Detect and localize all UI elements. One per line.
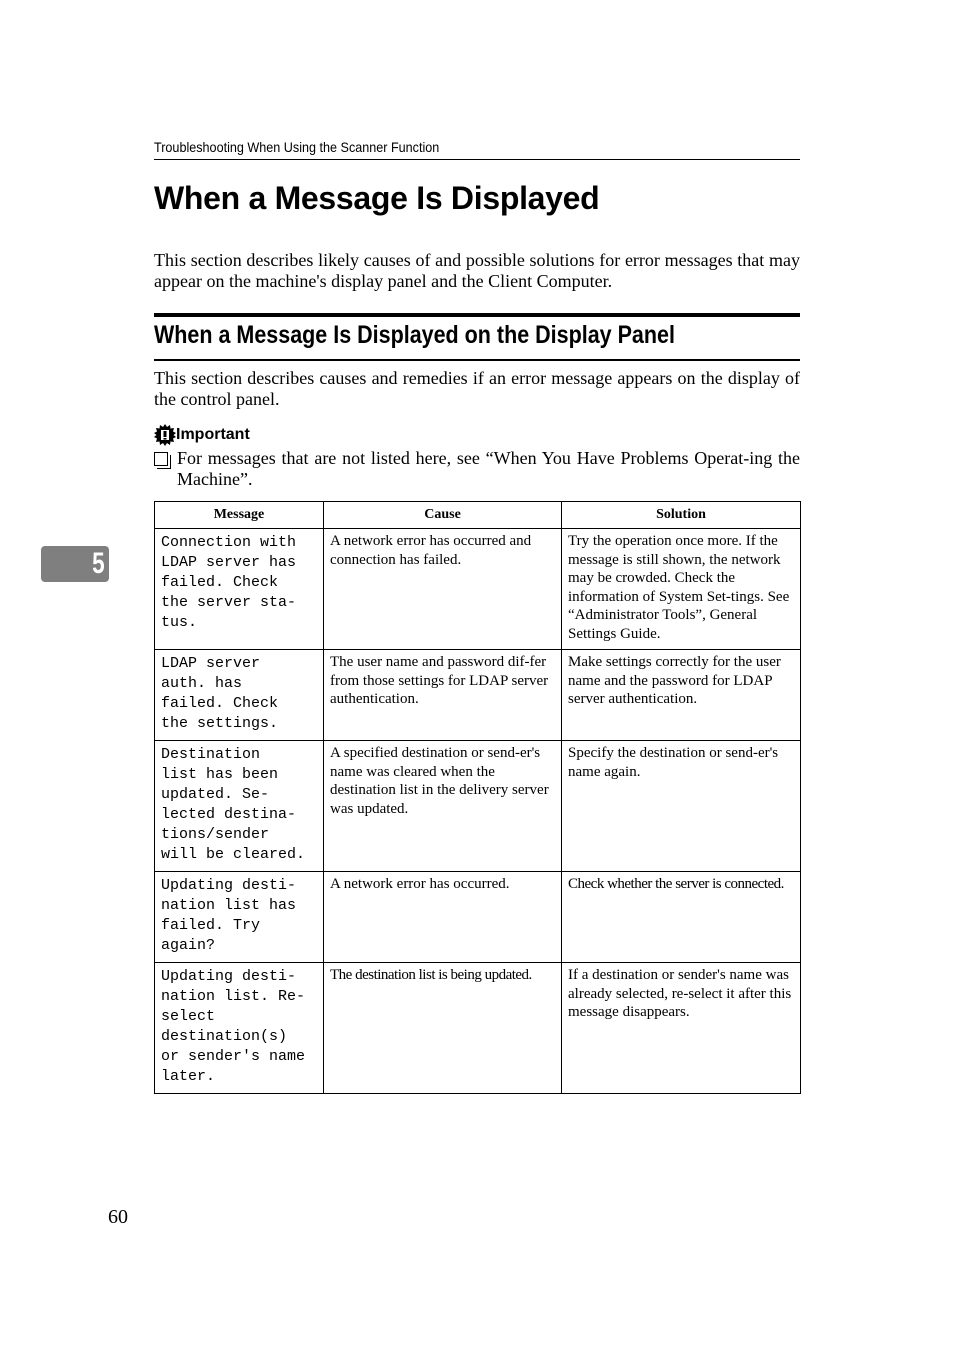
message-cell: LDAP server auth. has failed. Check the settings. — [155, 650, 324, 741]
checkbox-bullet-icon — [154, 452, 168, 466]
header-divider — [154, 159, 800, 160]
solution-cell: Specify the destination or send-er's name again. — [562, 741, 801, 872]
section-rule-bottom — [154, 359, 800, 361]
important-note — [154, 448, 800, 490]
chapter-number: 5 — [92, 547, 105, 580]
table-header-row — [155, 502, 801, 529]
important-label: Important — [176, 426, 250, 443]
chapter-tab — [41, 546, 109, 582]
solution-cell: Check whether the server is connected. — [562, 872, 801, 963]
column-header-message: Message — [155, 502, 324, 529]
cause-cell: A network error has occurred. — [324, 872, 562, 963]
table-row — [155, 963, 801, 1094]
message-cell: Destination list has been updated. Se- lected destina- tions/sender will be cleared. — [155, 741, 324, 872]
section-heading: When a Message Is Displayed on the Display Panel — [154, 321, 675, 349]
table-row — [155, 872, 801, 963]
table-row — [155, 529, 801, 650]
running-header: Troubleshooting When Using the Scanner Function — [154, 139, 440, 155]
section-rule-top — [154, 313, 800, 317]
message-cell: Updating desti- nation list has failed. Try again? — [155, 872, 324, 963]
important-callout — [154, 424, 250, 446]
cause-cell: A network error has occurred and connection has failed. — [324, 529, 562, 650]
cause-cell: The user name and password dif-fer from those settings for LDAP server authentication. — [324, 650, 562, 741]
solution-cell: If a destination or sender's name was already selected, re-select it after this message disappears. — [562, 963, 801, 1094]
section-intro-paragraph: This section describes causes and remedies if an error message appears on the display of the control panel. — [154, 368, 800, 409]
solution-cell: Make settings correctly for the user name and the password for LDAP server authentication. — [562, 650, 801, 741]
cause-cell: A specified destination or send-er's name was cleared when the destination list in the delivery server was updated. — [324, 741, 562, 872]
message-cell: Connection with LDAP server has failed. Check the server sta- tus. — [155, 529, 324, 650]
message-cell: Updating desti- nation list. Re- select destination(s) or sender's name later. — [155, 963, 324, 1094]
column-header-solution: Solution — [562, 502, 801, 529]
important-note-text: For messages that are not listed here, see “When You Have Problems Operat-ing the Machine”. — [177, 448, 800, 489]
solution-cell: Try the operation once more. If the message is still shown, the network may be crowded. Check the information of System Set-tings. See “Administrator Tools”, General Settings Guide. — [562, 529, 801, 650]
table-row — [155, 741, 801, 872]
table-row — [155, 650, 801, 741]
page-title: When a Message Is Displayed — [154, 180, 600, 216]
cause-cell: The destination list is being updated. — [324, 963, 562, 1094]
column-header-cause: Cause — [324, 502, 562, 529]
intro-paragraph: This section describes likely causes of and possible solutions for error messages that may appear on the machine's display panel and the Client Computer. — [154, 250, 800, 291]
page-number: 60 — [108, 1206, 128, 1228]
message-table — [154, 501, 801, 1094]
important-icon — [154, 424, 176, 446]
